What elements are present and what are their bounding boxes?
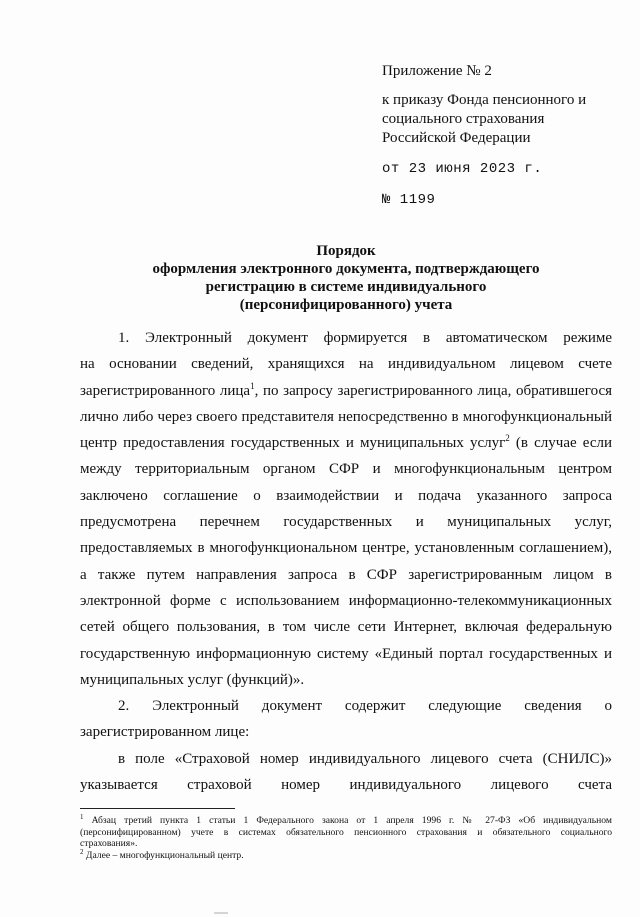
footnotes [80,815,612,861]
footnote-ref-1: 1 [250,380,255,391]
text-segment: , по запросу зарегистрированного лица, обратившегося [254,382,612,399]
paragraph-3-line-2: указывается страховой номер индивидуального лицевого счета [80,777,612,794]
paragraph-2-line-2: зарегистрированном лице: [80,724,250,741]
paragraph-1-line-5 [80,430,612,456]
paragraph-1-line-13: государственную информационную систему «Единый портал государственных и [80,645,612,662]
footnote-mark-2: 2 [80,847,84,856]
text-segment: Абзац третий пункта 1 статьи 1 Федерального закона от 1 апреля 1996 г. № 27-ФЗ «Об индивидуальном [83,815,612,826]
paragraph-1-line-7: заключено соглашение о взаимодействии и подача указанного запроса [80,487,612,504]
paragraph-1-line-8: предусмотрена перечнем государственных и муниципальных услуг, [80,514,612,531]
document-body [80,325,612,798]
paragraph-1-line-6: между территориальным органом СФР и многофункциональным центром [80,461,612,478]
paragraph-1-line-2: на основании сведений, хранящихся на индивидуальном лицевом счете [80,356,612,373]
paragraph-1-line-1: 1. Электронный документ формируется в автоматическом режиме [118,330,612,346]
title-line-4: (персонифицированного) учета [239,297,453,313]
paragraph-1-line-14: муниципальных услуг (функций)». [80,671,305,688]
appendix-title: Приложение № 2 [382,63,492,79]
paragraph-3-line-1: в поле «Страховой номер индивидуального лицевого счета (СНИЛС)» [118,750,612,767]
appendix-number: № 1199 [382,192,436,208]
paragraph-1-line-11: электронной форме с использованием информационно-телекоммуникационных [80,592,612,609]
text-segment: Далее – многофункциональный центр. [83,849,244,861]
appendix-block [382,62,632,210]
footnote-ref-2: 2 [505,433,510,444]
paragraph-2-line-1: 2. Электронный документ содержит следующие сведения о [118,698,612,715]
appendix-line-1: к приказу Фонда пенсионного и [382,92,587,108]
paragraph-1-line-12: сетей общего пользования, в том числе сети Интернет, включая федеральную [80,619,612,636]
document-title [80,242,612,314]
footnote-1-line-3: страхования». [80,838,138,850]
text-segment: (в случае если [509,435,612,452]
appendix-line-3: Российской Федерации [382,130,531,146]
paragraph-1-line-3 [80,378,612,404]
scan-artifact [214,912,228,914]
footnote-2-line-1 [80,847,612,862]
paragraph-1-line-9: предоставляемых в многофункциональном центре, установленным соглашением), [80,540,612,557]
paragraph-1-line-10: а также путем направления запроса в СФР зарегистрированным лицом в [80,566,612,583]
appendix-date: от 23 июня 2023 г. [382,161,543,177]
footnote-1-line-2: (персонифицированном) учете в системах обязательного пенсионного страхования и обязательного социального [80,826,612,838]
appendix-line-2: социального страхования [382,111,545,127]
text-segment: зарегистрированного лица [80,382,251,399]
title-line-1: Порядок [316,243,376,259]
footnote-mark-1: 1 [80,813,84,821]
text-segment: центр предоставления государственных и муниципальных услуг [80,435,506,452]
paragraph-1-line-4: лично либо через своего представителя непосредственно в многофункциональный [80,408,612,425]
title-line-3: регистрацию в системе индивидуального [205,279,487,295]
title-line-2: оформления электронного документа, подтверждающего [152,261,540,277]
footnote-separator [80,808,235,809]
footnote-1-line-1 [80,815,612,827]
